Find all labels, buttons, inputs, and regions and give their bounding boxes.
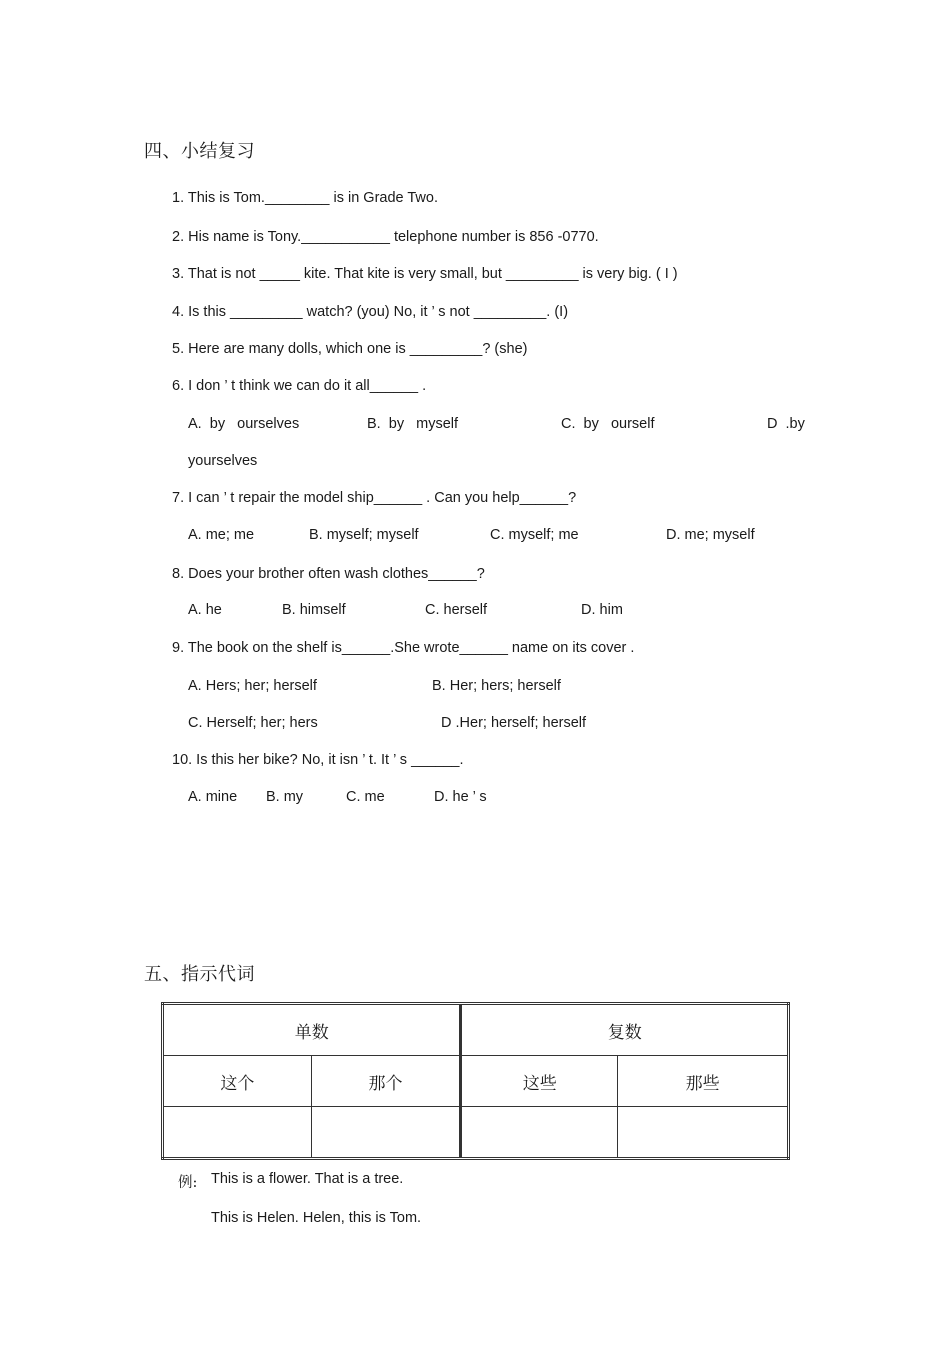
q9-option-b: B. Her; hers; herself bbox=[432, 678, 561, 694]
q9-option-c: C. Herself; her; hers bbox=[188, 715, 318, 731]
question-10: 10. Is this her bike? No, it isn ’ t. It ’ s ______. bbox=[172, 752, 464, 768]
section-heading-review: 四、小结复习 bbox=[144, 141, 255, 162]
q7-option-b: B. myself; myself bbox=[309, 527, 419, 543]
header-this-one: 这个 bbox=[163, 1056, 312, 1107]
question-8: 8. Does your brother often wash clothes______? bbox=[172, 566, 485, 582]
header-that-one: 那个 bbox=[311, 1056, 461, 1107]
demonstrative-pronoun-table bbox=[161, 1002, 790, 1160]
q10-option-b: B. my bbox=[266, 789, 304, 805]
question-6: 6. I don ’ t think we can do it all______ . bbox=[172, 378, 427, 394]
example-sentence-1: This is a flower. That is a tree. bbox=[211, 1171, 404, 1187]
q7-option-a: A. me; me bbox=[188, 527, 255, 543]
q7-option-c: C. myself; me bbox=[490, 527, 579, 543]
header-these: 这些 bbox=[461, 1056, 618, 1107]
q8-option-a: A. he bbox=[188, 602, 222, 618]
q6-option-d: D .by bbox=[767, 416, 805, 432]
header-singular: 单数 bbox=[163, 1004, 461, 1056]
q10-option-a: A. mine bbox=[188, 789, 238, 805]
header-those: 那些 bbox=[618, 1056, 789, 1107]
q7-option-d: D. me; myself bbox=[666, 527, 755, 543]
question-2: 2. His name is Tony.___________ telephone number is 856 -0770. bbox=[172, 229, 599, 245]
q10-option-d: D. he ’ s bbox=[434, 789, 487, 805]
question-3: 3. That is not _____ kite. That kite is very small, but _________ is very big. ( I ) bbox=[172, 266, 678, 282]
empty-cell-these bbox=[461, 1107, 618, 1159]
empty-cell-this-one bbox=[163, 1107, 312, 1159]
q6-option-d-continued: yourselves bbox=[188, 453, 258, 469]
q9-option-a: A. Hers; her; herself bbox=[188, 678, 317, 694]
question-4: 4. Is this _________ watch? (you) No, it ’ s not _________. (I) bbox=[172, 304, 569, 320]
q6-option-b: B. by myself bbox=[367, 416, 459, 432]
example-sentence-2: This is Helen. Helen, this is Tom. bbox=[211, 1210, 422, 1226]
question-7: 7. I can ’ t repair the model ship______ . Can you help______? bbox=[172, 490, 577, 506]
q6-option-c: C. by ourself bbox=[561, 416, 655, 432]
question-5: 5. Here are many dolls, which one is _________? (she) bbox=[172, 341, 528, 357]
q9-option-d: D .Her; herself; herself bbox=[441, 715, 587, 731]
question-9: 9. The book on the shelf is______.She wrote______ name on its cover . bbox=[172, 640, 635, 656]
q10-option-c: C. me bbox=[346, 789, 385, 805]
q6-option-a: A. by ourselves bbox=[188, 416, 300, 432]
q8-option-b: B. himself bbox=[282, 602, 346, 618]
section-heading-demonstratives: 五、指示代词 bbox=[144, 964, 255, 985]
empty-cell-that-one bbox=[311, 1107, 461, 1159]
empty-cell-those bbox=[618, 1107, 789, 1159]
header-plural: 复数 bbox=[461, 1004, 789, 1056]
question-1: 1. This is Tom.________ is in Grade Two. bbox=[172, 190, 438, 206]
example-label: 例: bbox=[178, 1175, 198, 1191]
q8-option-d: D. him bbox=[581, 602, 623, 618]
q8-option-c: C. herself bbox=[425, 602, 488, 618]
